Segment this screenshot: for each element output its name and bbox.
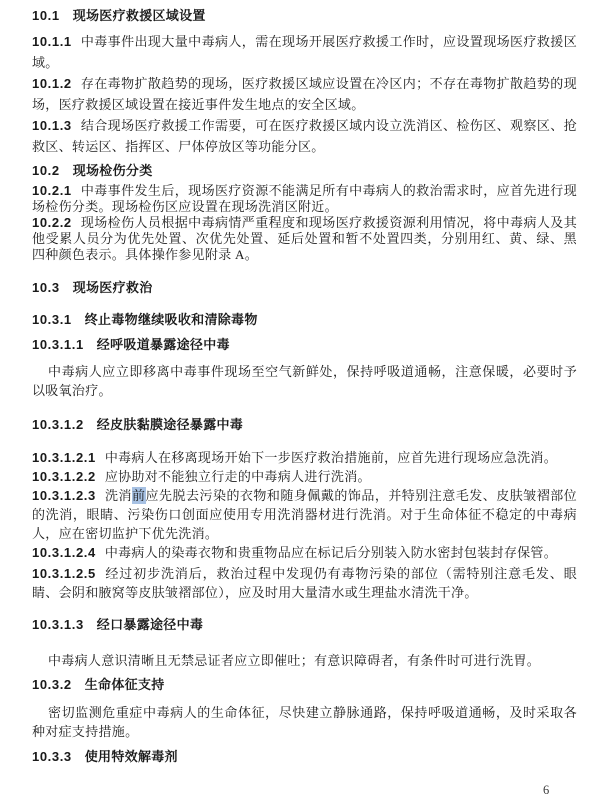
clause-10-3-1-2-1 [32,448,577,467]
document-page [0,8,607,805]
clause-10-2-2 [32,215,577,263]
clause-number: 10.1.1 [32,34,72,49]
clause-heading-text: 现场医疗救援区域设置 [72,8,206,23]
clause-text: 结合现场医疗救援工作需要，可在医疗救援区域内设立洗消区、检伤区、观察区、抢救区、转运区、指挥区、尸体停放区等功能分区。 [32,118,577,154]
clause-number: 10.3.3 [32,749,72,764]
clause-number: 10.1.2 [32,76,72,91]
clause-heading-text: 经口暴露途径中毒 [96,617,204,632]
clause-10-3-1-2-2 [32,467,577,486]
clause-heading-10-3-1-2 [32,417,577,433]
clause-number: 10.1 [32,8,60,23]
clause-heading-text: 经呼吸道暴露途径中毒 [96,337,230,352]
clause-text: 现场检伤人员根据中毒病情严重程度和现场医疗救援资源利用情况，将中毒病人及其他受累人员分为优先处置、次优先处置、延后处置和暂不处置四类，分别用红、黄、绿、黑四种颜色表示。具体操作参见附录 A。 [32,215,577,262]
clause-number: 10.3.1.2.4 [32,545,96,560]
clause-text: 中毒病人在移离现场开始下一步医疗救治措施前，应首先进行现场应急洗消。 [104,450,558,465]
clause-heading-10-3 [32,280,577,296]
clause-text: 中毒病人的染毒衣物和贵重物品应在标记后分别装入防水密封包装封存保管。 [104,545,558,560]
clause-number: 10.3.1.2 [32,417,84,432]
clause-heading-text: 经皮肤黏膜途径暴露中毒 [96,417,244,432]
search-highlight: 前 [132,488,146,503]
clause-text: 中毒事件发生后，现场医疗资源不能满足所有中毒病人的救治需求时，应首先进行现场检伤分类。现场检伤区应设置在现场洗消区附近。 [32,183,577,214]
clause-heading-text: 使用特效解毒剂 [84,749,178,764]
body-paragraph [32,363,577,400]
clause-heading-text: 现场医疗救治 [72,280,153,295]
clause-number: 10.3.1.1 [32,337,84,352]
clause-heading-10-3-1-1 [32,337,577,353]
clause-heading-10-3-1-3 [32,617,577,633]
clause-heading-text: 现场检伤分类 [72,163,153,178]
clause-heading-10-3-3 [32,749,577,765]
clause-heading-10-3-2 [32,677,577,693]
clause-text: 中毒事件出现大量中毒病人，需在现场开展医疗救援工作时，应设置现场医疗救援区域。 [32,34,577,70]
clause-number: 10.2.2 [32,215,72,230]
body-paragraph [32,651,577,670]
paragraph-text: 密切监测危重症中毒病人的生命体征，尽快建立静脉通路，保持呼吸道通畅，及时采取各种对症支持措施。 [32,705,577,739]
clause-heading-10-3-1 [32,312,577,328]
clause-number: 10.3.2 [32,677,72,692]
clause-text: 经过初步洗消后，救治过程中发现仍有毒物污染的部位（需特别注意毛发、眼睛、会阴和腋窝等皮肤皱褶部位），应及时用大量清水或生理盐水清洗干净。 [32,566,577,600]
clause-text: 应先脱去污染的衣物和随身佩戴的饰品，并特别注意毛发、皮肤皱褶部位的洗消，眼睛、污染伤口创面应使用专用洗消器材进行洗消。对于生命体征不稳定的中毒病人，应在密切监护下优先洗消。 [32,488,577,541]
clause-heading-10-1 [32,8,577,24]
clause-number: 10.2 [32,163,60,178]
clause-number: 10.1.3 [32,118,72,133]
clause-10-3-1-2-3 [32,486,577,543]
paragraph-text: 中毒病人意识清晰且无禁忌证者应立即催吐；有意识障碍者，有条件时可进行洗胃。 [48,653,541,668]
clause-number: 10.2.1 [32,183,72,198]
clause-text: 应协助对不能独立行走的中毒病人进行洗消。 [104,469,371,484]
paragraph-text: 中毒病人应立即移离中毒事件现场至空气新鲜处，保持呼吸道通畅，注意保暖，必要时予以吸氧治疗。 [32,364,577,398]
clause-number: 10.3.1.2.5 [32,566,96,581]
clause-number: 10.3.1.2.3 [32,488,96,503]
clause-number: 10.3.1.3 [32,617,84,632]
clause-10-1-3 [32,115,577,157]
body-paragraph [32,703,577,741]
clause-number: 10.3.1 [32,312,72,327]
clause-10-2-1 [32,183,577,215]
clause-heading-text: 生命体征支持 [84,677,165,692]
clause-10-3-1-2-4 [32,543,577,562]
clause-heading-text: 终止毒物继续吸收和清除毒物 [84,312,258,327]
clause-10-1-2 [32,73,577,115]
clause-number: 10.3.1.2.1 [32,450,96,465]
page-number: 6 [543,783,550,797]
clause-10-1-1 [32,31,577,73]
clause-10-3-1-2-5 [32,564,577,602]
clause-number: 10.3.1.2.2 [32,469,96,484]
clause-text: 存在毒物扩散趋势的现场，医疗救援区域应设置在冷区内；不存在毒物扩散趋势的现场，医疗救援区域设置在接近事件发生地点的安全区域。 [32,76,577,112]
clause-text: 洗消 [104,488,132,503]
clause-heading-10-2 [32,163,577,179]
clause-number: 10.3 [32,280,60,295]
